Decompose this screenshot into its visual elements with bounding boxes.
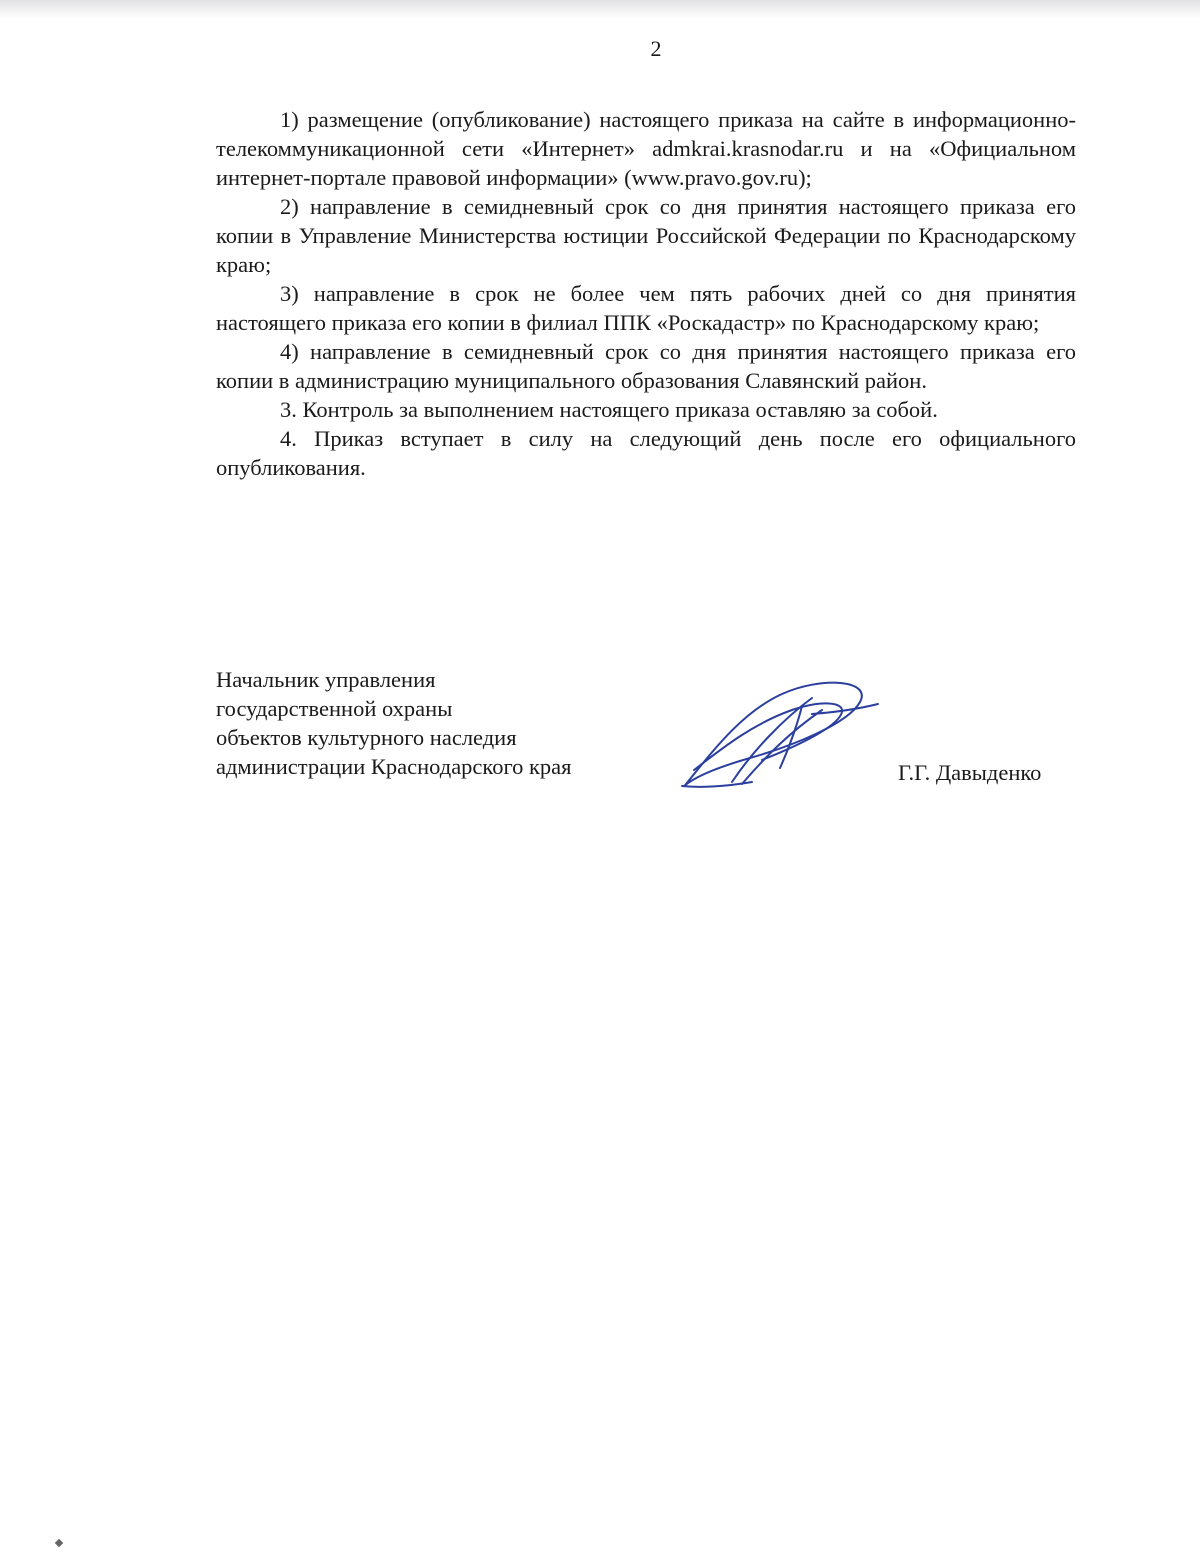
- signatory-name: Г.Г. Давыденко: [898, 760, 1042, 785]
- paragraph-item-4: 4) направление в семидневный срок со дня принятия настоящего приказа его копии в администрацию муниципального образования Славянский район.: [216, 339, 1076, 393]
- document-body: [216, 105, 1076, 482]
- position-line: объектов культурного наследия: [216, 725, 517, 750]
- scan-artifact: [55, 1539, 63, 1547]
- paragraph-control-clause: 3. Контроль за выполнением настоящего приказа оставляю за собой.: [280, 397, 938, 422]
- paragraph-item-1: 1) размещение (опубликование) настоящего приказа на сайте в информационно-телекоммуникационной сети «Интернет» admkrai.krasnodar.ru и на «Официальном интернет-портале правовой информации» (www.pravo.gov.ru);: [216, 107, 1076, 190]
- paragraph-effective-clause: 4. Приказ вступает в силу на следующий день после его официального опубликования.: [216, 426, 1076, 480]
- position-line: государственной охраны: [216, 696, 453, 721]
- position-line: Начальник управления: [216, 667, 436, 692]
- position-line: администрации Краснодарского края: [216, 754, 572, 779]
- paragraph-item-2: 2) направление в семидневный срок со дня принятия настоящего приказа его копии в Управление Министерства юстиции Российской Федерации по Краснодарскому краю;: [216, 194, 1076, 277]
- page-number: 2: [650, 36, 662, 61]
- handwritten-signature: [672, 672, 882, 792]
- scan-top-edge: [0, 0, 1200, 18]
- signatory-position: [216, 665, 572, 781]
- paragraph-item-3: 3) направление в срок не более чем пять рабочих дней со дня принятия настоящего приказа его копии в филиал ППК «Роскадастр» по Краснодарскому краю;: [216, 281, 1076, 335]
